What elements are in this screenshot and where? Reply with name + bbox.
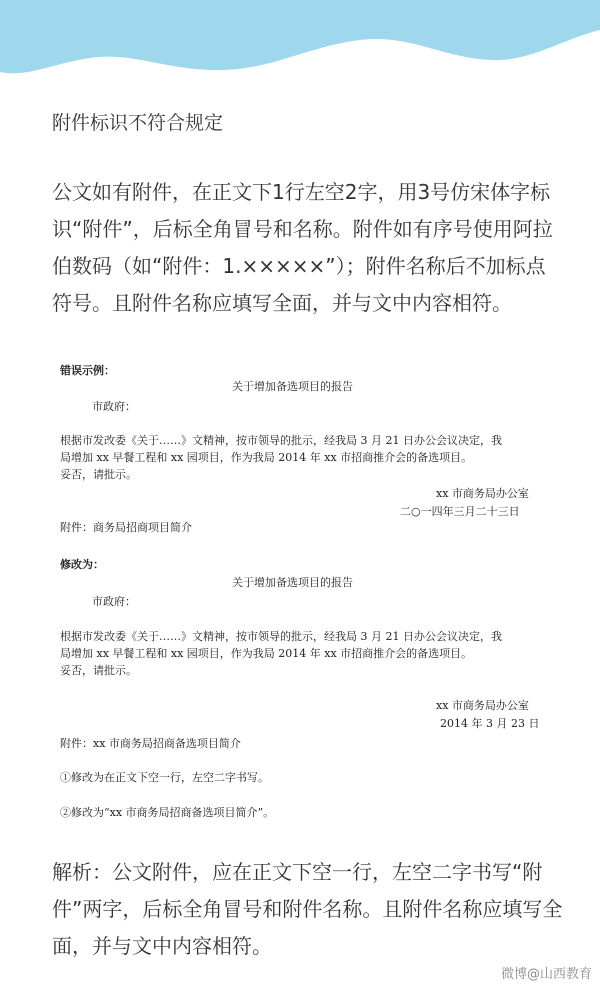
fixed-signer: xx 市商务局办公室 <box>436 699 529 712</box>
fixed-salutation: 市政府： <box>92 595 136 608</box>
fixed-note: ①修改为在正文下空一行，左空二字书写。 <box>60 771 269 784</box>
fixed-body-line: 妥否，请批示。 <box>60 664 137 677</box>
header-wave-decoration <box>0 0 600 90</box>
fixed-body-line: 根据市发改委《关于……》文精神，按市领导的批示，经我局 3 月 21 日办公会议决定，我 <box>60 630 502 643</box>
wrong-attachment: 附件：商务局招商项目简介 <box>60 521 192 534</box>
wrong-body-line: 根据市发改委《关于……》文精神，按市领导的批示，经我局 3 月 21 日办公会议决定，我 <box>60 434 502 447</box>
wrong-body-line: 妥否，请批示。 <box>60 468 137 481</box>
wrong-salutation: 市政府： <box>92 400 136 413</box>
weibo-watermark: 微博@山西教育 <box>500 967 592 982</box>
section-heading: 附件标识不符合规定 <box>52 112 224 134</box>
fixed-body-line: 局增加 xx 早餐工程和 xx 园项目，作为我局 2014 年 xx 市招商推介会的备选项目。 <box>60 647 473 660</box>
wrong-body-line: 局增加 xx 早餐工程和 xx 园项目，作为我局 2014 年 xx 市招商推介会的备选项目。 <box>60 451 473 464</box>
fixed-date: 2014 年 3 月 23 日 <box>440 717 540 730</box>
wrong-doc-title: 关于增加备选项目的报告 <box>232 380 353 393</box>
wrong-example-label: 错误示例： <box>60 364 115 377</box>
fixed-note: ②修改为“xx 市商务局招商备选项目简介”。 <box>60 806 275 819</box>
analysis-paragraph: 解析：公文附件，应在正文下空一行，左空二字书写“附件”两字，后标全角冒号和附件名称。且附件名称应填写全面，并与文中内容相符。 <box>52 860 563 958</box>
wrong-signer: xx 市商务局办公室 <box>436 487 529 500</box>
fixed-doc-title: 关于增加备选项目的报告 <box>232 576 353 589</box>
fixed-example-label: 修改为： <box>60 558 104 571</box>
fixed-attachment: 附件：xx 市商务局招商备选项目简介 <box>60 737 241 750</box>
intro-paragraph: 公文如有附件，在正文下1行左空2字，用3号仿宋体字标识“附件”，后标全角冒号和名称。附件如有序号使用阿拉伯数码（如“附件：1.×××××”）；附件名称后不加标点符号。且附件名称应填写全面，并与文中内容相符。 <box>52 180 553 315</box>
wrong-date: 二○一四年三月二十三日 <box>400 505 520 518</box>
